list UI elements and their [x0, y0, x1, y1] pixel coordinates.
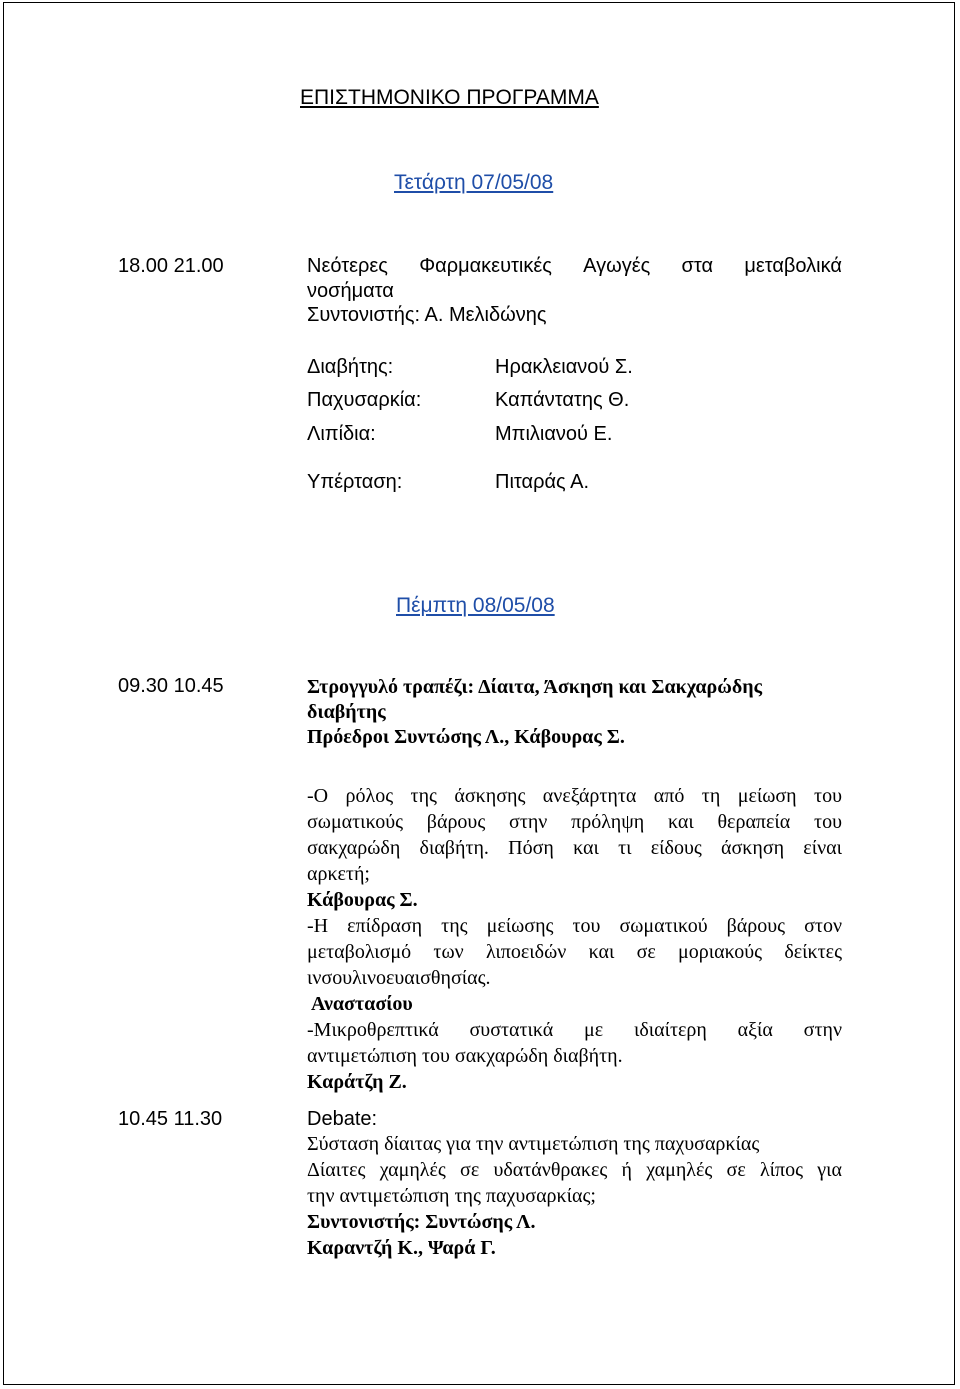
- talk1-line: αρκετή;: [307, 863, 370, 885]
- talk2-line: -Η επίδραση της μείωσης του σωματικού βάρους στον: [307, 915, 842, 937]
- topic-label: Λιπίδια:: [307, 423, 376, 445]
- roundtable-title-line1: Στρογγυλό τραπέζι: Δίαιτα, Άσκηση και Σακχαρώδης: [307, 676, 763, 698]
- talk1: [307, 783, 842, 1095]
- session3-time: 10.45 11.30: [118, 1108, 223, 1130]
- session1-time: 18.00 21.00: [118, 255, 224, 277]
- talk3-line: -Μικροθρεπτικά συστατικά με ιδιαίτερη αξία στην: [307, 1019, 842, 1041]
- title-word: μεταβολικά: [744, 255, 842, 277]
- title-word: Αγωγές: [583, 255, 651, 277]
- roundtable-chairs: Πρόεδροι Συντώσης Λ., Κάβουρας Σ.: [307, 726, 625, 748]
- day2-heading: Πέμπτη 08/05/08: [396, 594, 555, 617]
- session1-title-line1: [307, 254, 842, 279]
- topic-label: Διαβήτης:: [307, 356, 394, 378]
- topic-speaker: Πιταράς Α.: [495, 471, 589, 493]
- talk1-speaker: Κάβουρας Σ.: [307, 889, 418, 911]
- debate-coordinator: Συντονιστής: Συντώσης Λ.: [307, 1211, 536, 1233]
- title-word: Νεότερες: [307, 255, 388, 277]
- topic-label: Υπέρταση:: [307, 471, 403, 493]
- title-word: στα: [681, 255, 714, 277]
- debate-body: [307, 1131, 842, 1261]
- talk3-line: αντιμετώπιση του σακχαρώδη διαβήτη.: [307, 1045, 623, 1067]
- session2-time: 09.30 10.45: [118, 675, 224, 697]
- title-word: Φαρμακευτικές: [419, 255, 552, 277]
- talk2-line: ινσουλινοευαισθησίας.: [307, 967, 491, 989]
- talk1-line: -Ο ρόλος της άσκησης ανεξάρτητα από τη μείωση του: [307, 785, 842, 807]
- session1-coordinator: Συντονιστής: Α. Μελιδώνης: [307, 304, 547, 326]
- debate-line: την αντιμετώπιση της παχυσαρκίας;: [307, 1185, 596, 1207]
- talk2-line: μεταβολισμό των λιποειδών και σε μοριακούς δείκτες: [307, 941, 842, 963]
- day1-heading: Τετάρτη 07/05/08: [394, 171, 554, 194]
- debate-label: Debate:: [307, 1108, 378, 1130]
- debate-line: Σύσταση δίαιτας για την αντιμετώπιση της παχυσαρκίας: [307, 1133, 760, 1155]
- debate-speakers: Καραντζή Κ., Ψαρά Γ.: [307, 1237, 496, 1259]
- debate-line: Δίαιτες χαμηλές σε υδατάνθρακες ή χαμηλές σε λίπος για: [307, 1159, 842, 1181]
- topic-speaker: Ηρακλειανού Σ.: [495, 356, 633, 378]
- topic-speaker: Μπιλιανού Ε.: [495, 423, 613, 445]
- talk2-speaker: Αναστασίου: [311, 993, 413, 1015]
- page-title: ΕΠΙΣΤΗΜΟΝΙΚΟ ΠΡΟΓΡΑΜΜΑ: [300, 86, 599, 109]
- talk3-speaker: Καράτζη Ζ.: [307, 1071, 407, 1093]
- talk1-line: σακχαρώδη διαβήτη. Πόση και τι είδους άσκηση είναι: [307, 837, 842, 859]
- talk1-line: σωματικούς βάρους στην πρόληψη και θεραπεία του: [307, 811, 842, 833]
- roundtable-title-line2: διαβήτης: [307, 701, 386, 723]
- topic-label: Παχυσαρκία:: [307, 389, 422, 411]
- session1-title-line2: νοσήματα: [307, 280, 394, 302]
- topic-speaker: Καπάντατης Θ.: [495, 389, 630, 411]
